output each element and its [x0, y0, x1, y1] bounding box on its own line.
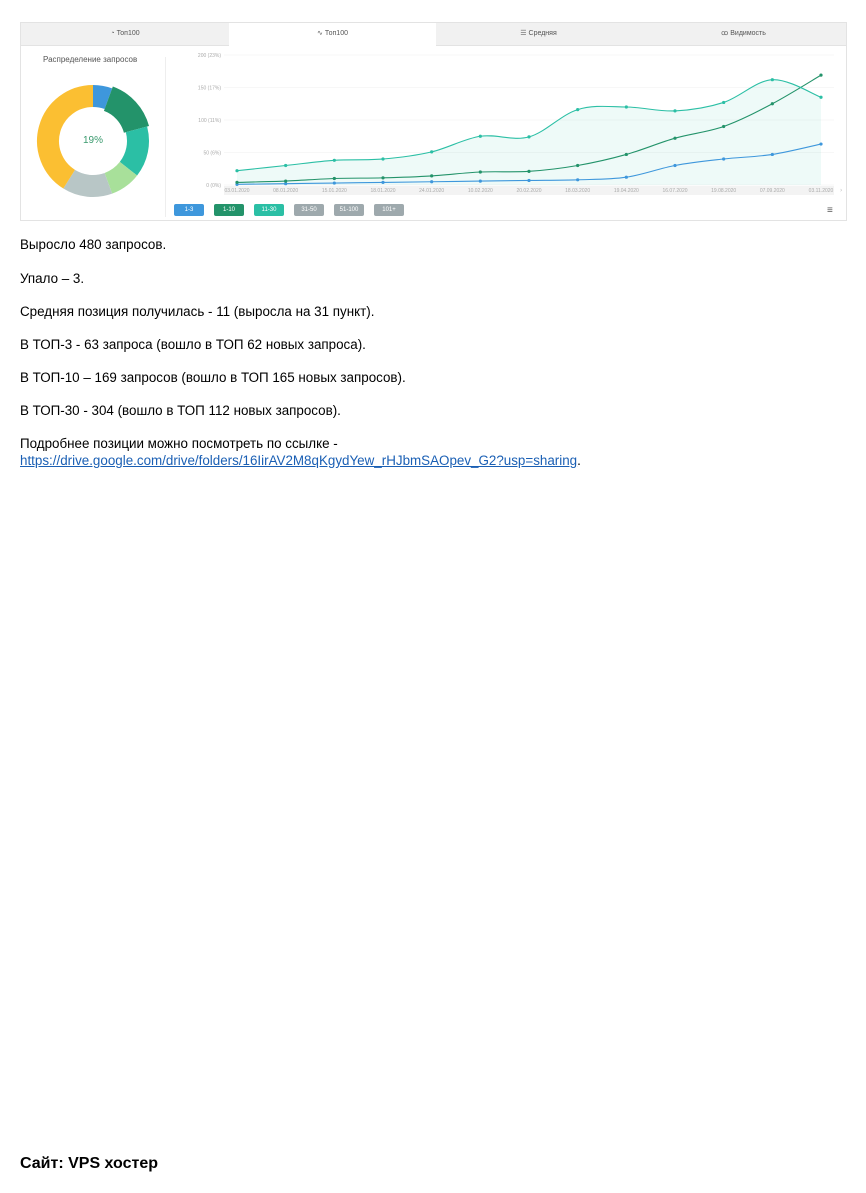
separator	[165, 57, 166, 217]
pie-icon: ◔	[110, 30, 115, 37]
data-point-1-3	[771, 153, 774, 156]
data-point-1-10	[625, 153, 628, 156]
x-tick-label: 20.02.2020	[516, 188, 542, 194]
x-tick-label: 16.07.2020	[662, 188, 688, 194]
data-point-11-30	[284, 164, 287, 167]
data-point-1-10	[333, 177, 336, 180]
data-point-1-3	[673, 164, 676, 167]
data-point-1-10	[381, 176, 384, 179]
tab-visibility[interactable]: ꝏ Видимость	[721, 30, 766, 37]
donut-segment	[108, 99, 136, 130]
data-point-11-30	[235, 169, 238, 172]
paragraph-top30: В ТОП-30 - 304 (вошло в ТОП 112 новых запросов).	[20, 403, 341, 418]
data-point-1-10	[430, 174, 433, 177]
paragraph-average-position: Средняя позиция получилась - 11 (выросла на 31 пункт).	[20, 304, 375, 319]
data-point-1-3	[576, 178, 579, 181]
data-point-11-30	[381, 157, 384, 160]
positions-widget	[20, 22, 847, 221]
data-point-1-3	[381, 181, 384, 184]
y-tick-label: 100 (11%)	[198, 118, 221, 124]
data-point-1-10	[722, 125, 725, 128]
x-tick-label: 19.08.2020	[711, 188, 737, 194]
paragraph-grown: Выросло 480 запросов.	[20, 237, 167, 252]
donut-segment	[69, 179, 108, 186]
legend-button-31-50[interactable]: 31-50	[294, 204, 324, 216]
donut-segment	[128, 129, 138, 168]
paragraph-details: Подробнее позиции можно посмотреть по ссылке - https://drive.google.com/drive/folders/16IirAV2M8qKgydYew_rHJbmSAOpev_G2?usp=sharing.	[20, 436, 581, 468]
data-point-1-3	[722, 157, 725, 160]
data-point-11-30	[527, 135, 530, 138]
series-area-11-30	[237, 80, 821, 185]
data-point-11-30	[625, 105, 628, 108]
data-point-1-10	[576, 164, 579, 167]
data-point-1-10	[479, 170, 482, 173]
y-tick-label: 0 (0%)	[206, 183, 221, 189]
y-tick-label: 150 (17%)	[197, 85, 221, 92]
x-tick-label: 15.01.2020	[321, 188, 347, 194]
donut-segment	[93, 96, 108, 99]
tab-average[interactable]: ☰ Средняя	[520, 30, 557, 37]
x-tick-label: 03.01.2020	[224, 188, 250, 194]
data-point-11-30	[771, 78, 774, 81]
data-point-1-3	[479, 180, 482, 183]
data-point-1-3	[819, 142, 822, 145]
drive-folder-link[interactable]: https://drive.google.com/drive/folders/16IirAV2M8qKgydYew_rHJbmSAOpev_G2?usp=sharing	[20, 453, 578, 468]
data-point-1-3	[333, 181, 336, 184]
x-tick-label: 24.01.2020	[419, 188, 445, 194]
data-point-11-30	[819, 96, 822, 99]
x-tick-label: 18.01.2020	[370, 188, 396, 194]
data-point-1-3	[625, 176, 628, 179]
glasses-icon: ꝏ	[721, 30, 729, 37]
data-point-11-30	[333, 159, 336, 162]
data-point-11-30	[479, 135, 482, 138]
list-icon: ☰	[520, 30, 527, 37]
data-point-1-10	[673, 137, 676, 140]
legend-button-1-10[interactable]: 1-10	[214, 204, 244, 216]
paragraph-top3: В ТОП-3 - 63 запроса (вошло в ТОП 62 новых запроса).	[20, 337, 366, 352]
widget-tabs	[21, 23, 846, 46]
site-heading: Сайт: VPS хостер	[20, 1155, 159, 1172]
paragraph-fallen: Упало – 3.	[20, 271, 85, 286]
x-tick-label: 19.04.2020	[613, 188, 639, 194]
legend-button-51-100[interactable]: 51-100	[334, 204, 364, 216]
distribution-donut	[35, 79, 151, 199]
x-tick-label: 07.09.2020	[759, 188, 785, 194]
x-tick-label: 08.01.2020	[273, 188, 299, 194]
data-point-1-10	[771, 102, 774, 105]
legend-button-101-plus[interactable]: 101+	[374, 204, 404, 216]
donut-title: Распределение запросов	[43, 55, 138, 64]
legend-button-11-30[interactable]: 11-30	[254, 204, 284, 216]
y-tick-label: 200 (23%)	[197, 53, 221, 59]
donut-segment	[108, 169, 128, 184]
data-point-11-30	[673, 109, 676, 112]
data-point-1-3	[430, 180, 433, 183]
line-chart-icon: ∿	[317, 30, 323, 37]
legend-button-1-3[interactable]: 1-3	[174, 204, 204, 216]
tab-top100-pie[interactable]: ◔ Топ100	[110, 30, 140, 37]
data-point-11-30	[576, 108, 579, 111]
donut-center-label: 19%	[82, 135, 104, 146]
x-tick-label: 18.03.2020	[565, 188, 591, 194]
x-tick-label: 10.02.2020	[467, 188, 493, 194]
positions-line-chart	[167, 47, 847, 205]
x-scroll-arrow-icon: ›	[840, 187, 843, 194]
data-point-1-3	[527, 179, 530, 182]
hamburger-menu-icon[interactable]: ≡	[827, 205, 833, 216]
data-point-1-10	[527, 170, 530, 173]
y-tick-label: 50 (6%)	[203, 150, 221, 157]
paragraph-top10: В ТОП-10 – 169 запросов (вошло в ТОП 165 новых запросов).	[20, 370, 406, 385]
data-point-1-10	[819, 74, 822, 77]
x-tick-label: 03.11.2020	[808, 188, 834, 194]
data-point-11-30	[722, 101, 725, 104]
data-point-1-10	[284, 180, 287, 183]
tab-top100-line[interactable]: ∿ Топ100	[229, 23, 436, 46]
data-point-11-30	[430, 150, 433, 153]
data-point-1-10	[235, 181, 238, 184]
